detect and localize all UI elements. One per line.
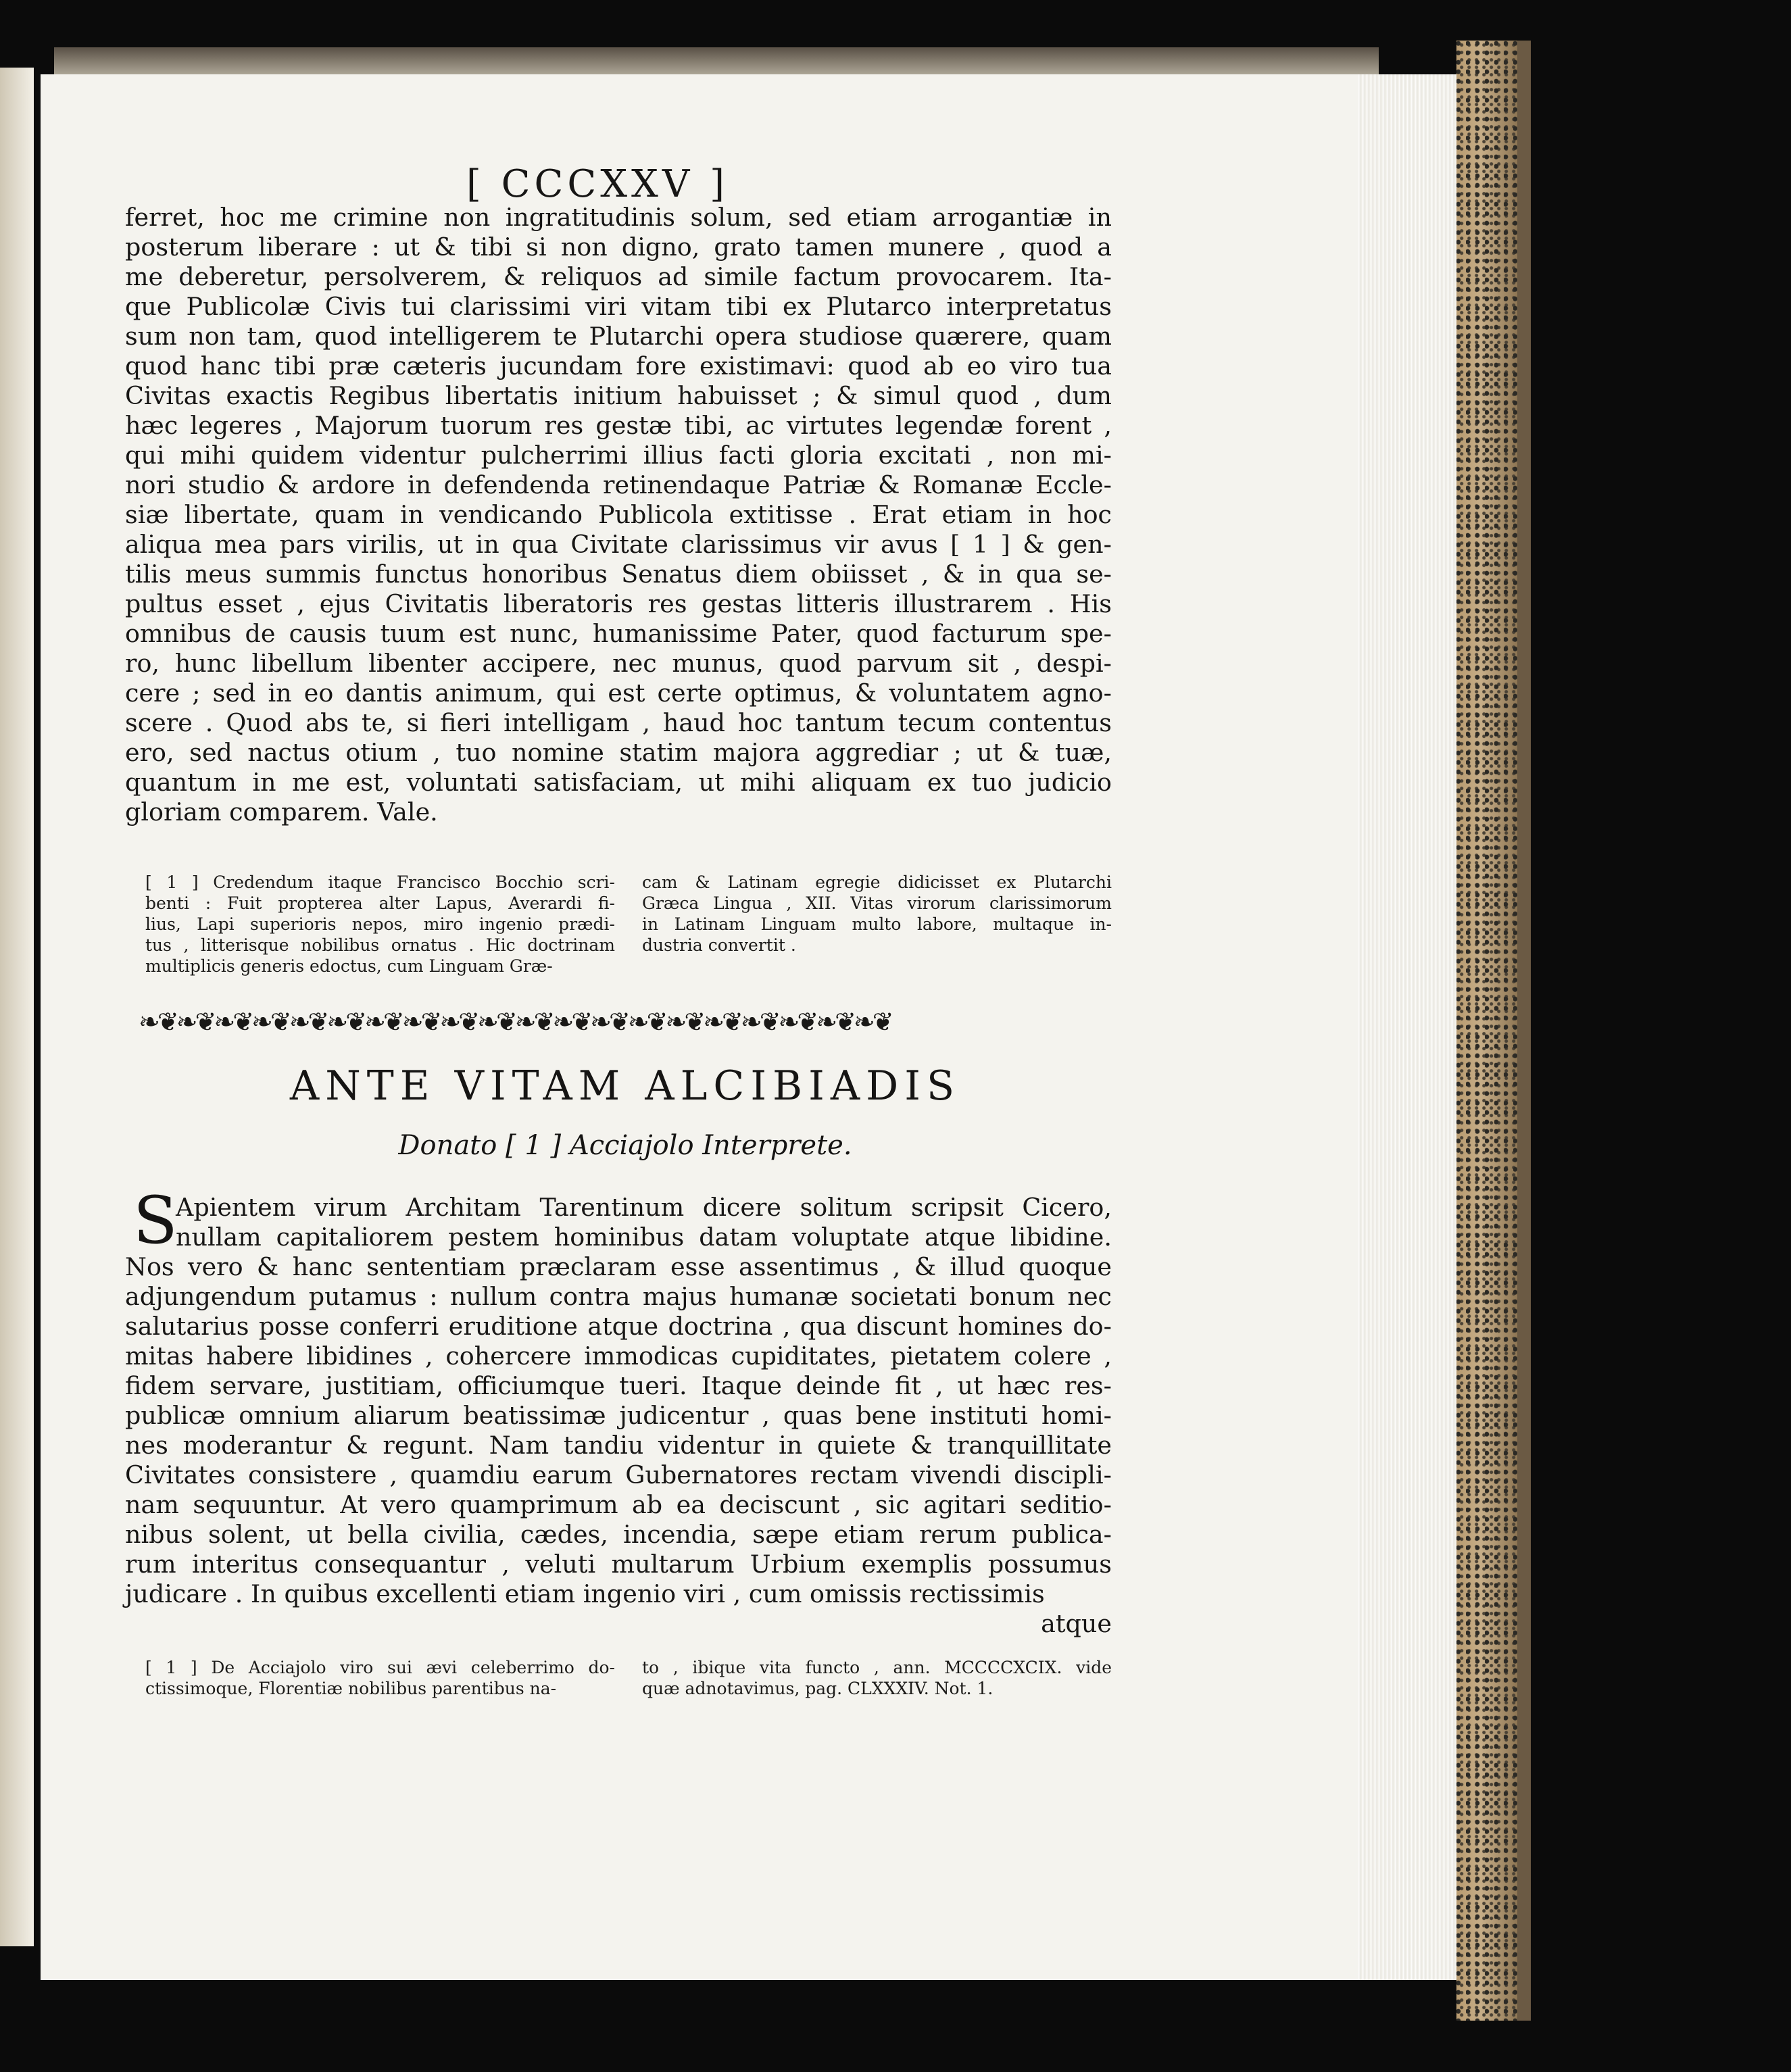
text-line: Civitates consistere , quamdiu earum Gubernatores rectam vivendi discipli- [125, 1460, 1112, 1489]
text-line: siæ libertate, quam in vendicando Publicola extitisse . Erat etiam in hoc [125, 500, 1112, 529]
text-line: nibus solent, ut bella civilia, cædes, incendia, sæpe etiam rerum publica- [125, 1520, 1112, 1549]
text-line: nori studio & ardore in defendenda retinendaque Patriæ & Romanæ Eccle- [125, 470, 1112, 499]
section-heading: ANTE VITAM ALCIBIADIS [289, 1062, 961, 1110]
text-line: adjungendum putamus : nullum contra majus humanæ societati bonum nec [125, 1282, 1112, 1311]
cover-board-edge [1517, 41, 1531, 2021]
text-line: hæc legeres , Majorum tuorum res gestæ tibi, ac virtutes legendæ forent , [125, 411, 1112, 440]
body-text-bottom [125, 1252, 1112, 1609]
footnote-line: to , ibique vita functo , ann. MCCCCXCIX. vide [642, 1658, 1112, 1677]
text-line: salutarius posse conferri eruditione atque doctrina , qua discunt homines do- [125, 1312, 1112, 1341]
footnote-line: dustria convertit . [642, 935, 796, 955]
text-line: cere ; sed in eo dantis animum, qui est certe optimus, & voluntatem agno- [125, 679, 1112, 708]
text-line: publicæ omnium aliarum beatissimæ judicentur , quas bene instituti homi- [125, 1401, 1112, 1430]
text-line: qui mihi quidem videntur pulcherrimi illius facti gloria excitati , non mi- [125, 441, 1112, 470]
text-line: quantum in me est, voluntati satisfaciam, ut mihi aliquam ex tuo judicio [125, 768, 1112, 797]
footnote-bottom-right-column [642, 1657, 1112, 1699]
text-line: sum non tam, quod intelligerem te Plutarchi opera studiose quærere, quam [125, 322, 1112, 351]
text-line: nam sequuntur. At vero quamprimum ab ea deciscunt , sic agitari seditio- [125, 1490, 1112, 1519]
text-line: scere . Quod abs te, si fieri intelligam , haud hoc tantum tecum contentus [125, 708, 1112, 737]
text-line: mitas habere libidines , cohercere immodicas cupiditates, pietatem colere , [125, 1341, 1112, 1371]
text-line: Apientem virum Architam Tarentinum dicere solitum scripsit Cicero, [176, 1193, 1112, 1222]
text-line: ferret, hoc me crimine non ingratitudinis solum, sed etiam arrogantiæ in [125, 203, 1112, 232]
footnote-line: quæ adnotavimus, pag. CLXXXIV. Not. 1. [642, 1679, 993, 1698]
footnote-line: cam & Latinam egregie didicisset ex Plutarchi [642, 872, 1112, 892]
running-head: [ CCCXXV ] [466, 162, 729, 206]
catchword-line [125, 1609, 1112, 1639]
footnote-line: lius, Lapi superioris nepos, miro ingenio prædi- [145, 914, 615, 934]
footnote-top-right-column [642, 872, 1112, 977]
text-line: ro, hunc libellum libenter accipere, nec munus, quod parvum sit , despi- [125, 649, 1112, 678]
footnote-line: tus , litterisque nobilibus ornatus . Hic doctrinam [145, 935, 615, 955]
text-line: aliqua mea pars virilis, ut in qua Civitate clarissimus vir avus [ 1 ] & gen- [125, 530, 1112, 559]
text-line: rum interitus consequantur , veluti multarum Urbium exemplis possumus [125, 1550, 1112, 1579]
footnote-line: ctissimoque, Florentiæ nobilibus parentibus na- [145, 1679, 557, 1698]
footnote-line: in Latinam Linguam multo labore, multaque in- [642, 914, 1112, 934]
text-line: fidem servare, justitiam, officiumque tueri. Itaque deinde fit , ut hæc res- [125, 1371, 1112, 1400]
decorative-ornament-band: ❧❦❧❦❧❦❧❦❧❦❧❦❧❦❧❦❧❦❧❦❧❦❧❦❧❦❧❦❧❦❧❦❧❦❧❦❧❦❧❦ [139, 1008, 891, 1035]
footnote-line: [ 1 ] De Acciajolo viro sui ævi celeberrimo do- [145, 1658, 615, 1677]
text-line: judicare . In quibus excellenti etiam ingenio viri , cum omissis rectissimis [125, 1579, 1045, 1608]
catchword: atque [1041, 1609, 1112, 1638]
body-text-top [125, 203, 1112, 827]
footnote-top [145, 872, 1112, 977]
text-line: quod hanc tibi præ cæteris jucundam fore existimavi: quod ab eo viro tua [125, 351, 1112, 380]
text-line: tilis meus summis functus honoribus Senatus diem obiisset , & in qua se- [125, 560, 1112, 589]
footnote-top-left-column [145, 872, 615, 977]
footnote-bottom [145, 1657, 1112, 1699]
text-line: nullam capitaliorem pestem hominibus datam voluptate atque libidine. [176, 1223, 1112, 1252]
text-line: pultus esset , ejus Civitatis liberatoris res gestas litteris illustrarem . His [125, 589, 1112, 618]
left-page-edge [0, 68, 34, 1946]
text-line: omnibus de causis tuum est nunc, humanissime Pater, quod facturum spe- [125, 619, 1112, 648]
footnote-line: [ 1 ] Credendum itaque Francisco Bocchio scri- [145, 872, 615, 892]
page-fore-edge [1358, 74, 1460, 1980]
text-line: gloriam comparem. Vale. [125, 797, 438, 827]
body-text-bottom-opening [176, 1193, 1112, 1252]
text-line: me deberetur, persolverem, & reliquos ad simile factum provocarem. Ita- [125, 262, 1112, 291]
drop-cap: S [133, 1183, 178, 1258]
footnote-line: benti : Fuit propterea alter Lapus, Averardi fi- [145, 893, 615, 913]
footnote-line: multiplicis generis edoctus, cum Linguam Græ- [145, 956, 553, 976]
text-line: ero, sed nactus otium , tuo nomine statim majora aggrediar ; ut & tuæ, [125, 738, 1112, 767]
text-line: Civitas exactis Regibus libertatis initium habuisset ; & simul quod , dum [125, 381, 1112, 410]
text-line: que Publicolæ Civis tui clarissimi viri vitam tibi ex Plutarco interpretatus [125, 292, 1112, 321]
marbled-cover [1456, 41, 1517, 2021]
text-line: Nos vero & hanc sententiam præclaram esse assentimus , & illud quoque [125, 1252, 1112, 1281]
text-line: nes moderantur & regunt. Nam tandiu videntur in quiete & tranquillitate [125, 1431, 1112, 1460]
section-subheading: Donato [ 1 ] Acciajolo Interprete. [398, 1130, 852, 1161]
footnote-line: Græca Lingua , XII. Vitas virorum clarissimorum [642, 893, 1112, 913]
footnote-bottom-left-column [145, 1657, 615, 1699]
text-line: posterum liberare : ut & tibi si non digno, grato tamen munere , quod a [125, 232, 1112, 262]
